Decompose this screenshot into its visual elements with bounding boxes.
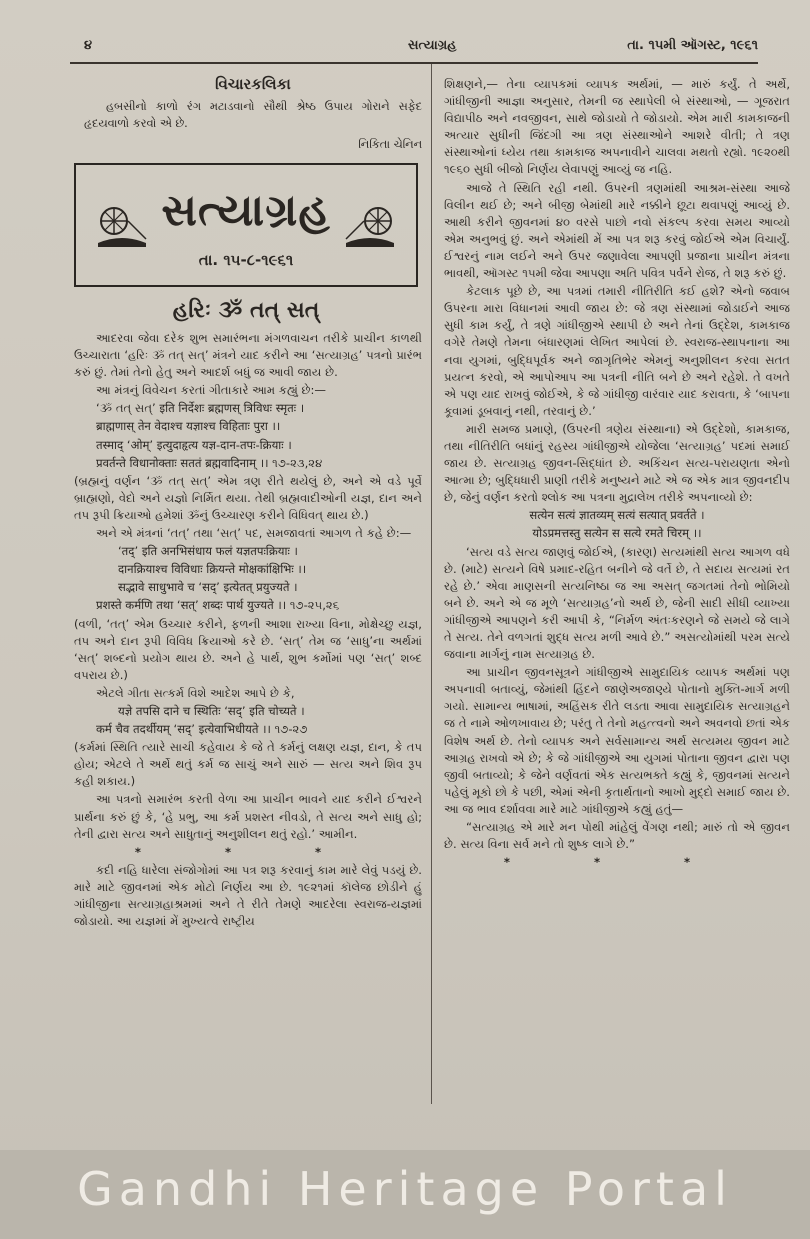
article-paragraph: આદરવા જેવા દરેક શુભ સમારંભના મંગળવાચન તરીકે પ્રાચીન કાળથી ઉચ્ચારાતા ‘હરિઃ ૐ તત્ સત્’ મંત્રને યાદ કરીને આ ‘સત્યાગ્રહ’ પત્રનો પ્રારંભ કરું છું. તેમાં તેનો હેતુ અને આદર્શ બધું જ આવી જાય છે. <box>74 331 422 380</box>
article-paragraph: આ પત્રનો સમારંભ કરતી વેળા આ પ્રાચીન ભાવને યાદ કરીને ઈશ્વરને પ્રાર્થના કરું છું કે, ‘હે પ્રભુ, આ કર્મ પ્રશસ્ત નીવડો, તે સત્ય અને સાધુ હો; તેની દ્વારા સત્ય અને સાધુતાનું અનુશીલન થતું રહો.’ આમીન. <box>74 792 422 841</box>
article-paragraph: ब्राह्मणास् तेन वेदाश्च यज्ञाश्च विहिताः पुरा ।। <box>96 419 281 434</box>
column-divider <box>431 64 432 1104</box>
article-paragraph: આજે તે સ્થિતિ રહી નથી. ઉપરની ત્રણમાંથી આશ્રમ-સંસ્થા આજે વિલીન થઈ છે; અને બીજી બેમાંથી મારે નક્કીને છૂટા થવાપણું આવ્યું છે. આથી કરીને જીવનમાં ૪૦ વરસે પાછો નવો સંકલ્પ કરવા સમય આવ્યો એમ અનુભવું છું. અને એમાંથી મેં આ પત્ર શરૂ કરવું જોઈએ એમ વિચાર્યું. ઈશ્વરનું નામ લઈને અને ઉપર જણાવેલા આપણી પ્રજાના પ્રાચીન મંત્રના ભાવથી, ઑગસ્ટ ૧૫મી જેવા આપણા અતિ પવિત્ર પર્વને રોજ, તે શરૂ કરું છું. <box>444 180 790 281</box>
article-paragraph: यज्ञे तपसि दाने च स्थितिः ‘सद्’ इति चोच्यते । <box>118 703 305 718</box>
article-paragraph: કદી નહિ ધારેલા સંજોગોમાં આ પત્ર શરૂ કરવાનું કામ મારે લેવું પડયું છે. મારે માટે જીવનમાં એક મોટો નિર્ણય આ છે. ૧૯૨૧માં કૉલેજ છોડીને હું ગાંધીજીના સત્યાગ્રહાશ્રમમાં અને તે રીતે તેમણે આદરેલા સ્વરાજ-યજ્ઞમાં જોડાયો. આ યજ્ઞમાં મેં મુખ્યત્વે રાષ્ટ્રીય <box>74 862 422 929</box>
article-paragraph: ‘तद्’ इति अनभिसंधाय फलं यज्ञतपःक्रियाः । <box>118 544 298 559</box>
article-paragraph: મારી સમજ પ્રમાણે, (ઉપરની ત્રણેય સંસ્થાના) એ ઉદ્દેશો, કામકાજ, તથા નીતિરીતિ બધાંનું રહસ્ય ગાંધીજીએ યોજેલા ‘સત્યાગ્રહ’ પદમાં સમાઈ જાય છે. સત્યાગ્રહ જીવન-સિદ્ધાંત છે. અકિંચન સત્ય-પરાયણતા એનો આત્મા છે; બુદ્ધિધારી પ્રાણી તરીકે મનુષ્યને માટે એ જ એક માત્ર જીવનદીપ છે, જેનું વર્ણન કરતો શ્લોક આ પત્રના મુદ્રાલેખ તરીકે અપનાવ્યો છે: <box>444 421 790 505</box>
article-paragraph: ‘સત્ય વડે સત્ય જાણવું જોઈએ, (કારણ) સત્યમાંથી સત્ય આગળ વધે છે. (માટે) સત્યને વિષે પ્રમાદ-રહિત બનીને જે વર્તે છે, તે સદાય સત્યમાં રત રહે છે.’ એવા માણસની સત્યનિષ્ઠા જ આ અસત્ જગતમાં તેનો ભોમિયો બને છે. અને એ જ મૂળે ‘સત્યાગ્રહ’નો અર્થ છે, જેની સાદી સીધી વ્યાખ્યા ગાંધીજીએ આપણને કરી આપી કે, “નિર્મળ અંતઃકરણને જે સમયે જે લાગે તે સત્ય. તેને વળગતાં શુદ્ધ સત્ય મળી આવે છે.” અસત્યોમાંથી પરમ સત્યે જવાના માર્ગનું નામ સત્યાગ્રહ છે. <box>444 544 790 662</box>
issue-date-header: તા. ૧૫મી ઑગસ્ટ, ૧૯૬૧ <box>627 38 758 53</box>
left-column <box>74 330 422 931</box>
article-paragraph: કેટલાક પૂછે છે, આ પત્રમાં તમારી નીતિરીતિ કઈ હશે? એનો જવાબ ઉપરના મારા વિધાનમાં આવી જાય છે: જે ત્રણ સંસ્થામાં જોડાઈને આજ સુધી કામ કર્યું, તે ત્રણે ગાંધીજીએ સ્થાપી છે અને તેનાં ઉદ્દેશ, કામકાજ વગેરે તેમણે તેમના બંધારણમાં લેખિત આપેલાં છે. સ્વરાજ-સ્થાપનાના આ નવા યુગમાં, બુદ્ધિપૂર્વક અને જાગૃતિભેર એમનું અનુશીલન કરવા સતત પ્રયત્ન કરવો, એ આપોઆપ આ પત્રની નીતિ બને છે અને રહેશે. તે વખતે એ પણ યાદ રાખવું જોઈએ, કે જે ગાંધીજી વારંવાર યાદ કરાવતા, કે ‘બાપના કૂવામાં ડૂબવાનું નથી, તરવાનું છે.’ <box>444 284 790 418</box>
article-paragraph: * * * <box>503 855 731 870</box>
vicharkalika-section <box>84 76 422 153</box>
article-paragraph: * * * <box>134 844 362 859</box>
article-paragraph: सत्येन सत्यं ज्ञातव्यम् सत्यं सत्यात् प्रवर्तते । <box>529 508 705 523</box>
article-paragraph: એટલે ગીતા સત્કર્મ વિશે આદેશ આપે છે કે, <box>96 685 295 700</box>
article-paragraph: શિક્ષણને,— તેના વ્યાપકમાં વ્યાપક અર્થમાં, — મારું કર્યું. તે અર્થે, ગાંધીજીની આજ્ઞા અનુસાર, તેમની જ સ્થાપેલી બે સંસ્થાઓ, — ગૂજરાત વિદ્યાપીઠ અને નવજીવન, સાથે જોડાયો તે જોડાયો. એમ મારી કામકાજની અત્યાર સુધીની જિંદગી આ ત્રણ સંસ્થાઓને આશરે વીતી; તે ત્રણ સંસ્થાઓનાં ધ્યેય તથા કામકાજ અપનાવીને ચાલવા મથતો રહ્યો. ૧૯૨૦થી ૧૯૬૦ સુધી બીજો નિર્ણય લેવાપણું આવ્યું જ નહિ. <box>444 77 790 177</box>
article-paragraph: આ મંત્રનું વિવેચન કરતાં ગીતાકારે આમ કહ્યું છે:— <box>96 383 326 398</box>
vicharkalika-title: વિચારકલિકા <box>215 75 291 93</box>
article-paragraph: (વળી, ‘તત્’ એમ ઉચ્ચાર કરીને, ફળની આશા રાખ્યા વિના, મોક્ષેચ્છુ યજ્ઞ, તપ અને દાન રૂપી વિવિધ ક્રિયાઓ કરે છે. ‘સત્’ તેમ જ ‘સાધુ’ના અર્થમાં ‘સત્’ શબ્દનો પ્રયોગ થાય છે. અને હે પાર્થ, શુભ કર્મોમાં પણ ‘સત્’ શબ્દ વપરાય છે.) <box>74 616 422 682</box>
vicharkalika-author: નિકિતા ચેનિન <box>358 138 422 152</box>
article-paragraph: कर्म चैव तदर्थीयम् ‘सद्’ इत्येवाभिधीयते ।। ૧૭-૨૭ <box>96 722 308 737</box>
article-paragraph: सद्भावे साधुभावे च ‘सद्’ इत्येतत् प्रयुज्यते । <box>118 580 298 595</box>
paper-name-header: સત્યાગ્રહ <box>408 38 457 53</box>
article-paragraph: योऽप्रमत्तस्तु सत्येन स सत्ये रमते चिरम् ।। <box>532 526 702 541</box>
spinning-wheel-icon-right <box>340 199 400 255</box>
article-paragraph: (બ્રહ્મનું વર્ણન ‘ૐ તત્ સત્’ એમ ત્રણ રીતે થયેલું છે, અને એ વડે પૂર્વે બ્રાહ્મણો, વેદો અને યજ્ઞો નિર્મિત થયા. તેથી બ્રહ્મવાદીઓની યજ્ઞ, દાન અને તપ રૂપી ક્રિયાઓ હમેશાં ૐનું ઉચ્ચારણ કરીને વિધિવત્ થાય છે.) <box>74 473 422 522</box>
article-paragraph: અને એ મંત્રનાં ‘તત્’ તથા ‘સત્’ પદ, સમજાવતાં આગળ તે કહે છે:— <box>96 526 412 541</box>
article-paragraph: (કર્મમાં સ્થિતિ ત્યારે સાચી કહેવાય કે જે તે કર્મનું લક્ષણ યજ્ઞ, દાન, કે તપ હોય; એટલે તે અર્થે થતું કર્મ જ સાચું અને સારું — સત્ય અને શિવ રૂપ કહી શકાય.) <box>74 740 422 789</box>
article-paragraph: ‘ૐ તત્ સત્’ इति निर्देशः ब्रह्मणस् त्रिविधः स्मृतः । <box>96 401 305 416</box>
masthead-date: તા. ૧૫-૮-૧૯૬૧ <box>198 251 294 269</box>
watermark-text: Gandhi Heritage Portal <box>77 1162 733 1216</box>
masthead-box <box>74 163 418 287</box>
right-column <box>444 76 790 872</box>
article-paragraph: આ પ્રાચીન જીવનસૂત્રને ગાંધીજીએ સામુદાયિક વ્યાપક અર્થમાં પણ અપનાવી બતાવ્યું, જેમાંથી હિંદને જાણેઅજાણ્યે પોતાનો મુક્તિ-માર્ગ મળી ગયો. સામાન્ય ભાષામાં, અહિંસક રીતે લડતા આવા સામુદાયિક સત્યાગ્રહને જ તે નામે ઓળખાવાય છે; પરંતુ તે તેનો મહત્ત્વનો અને અવનવો છતાં એક વિશેષ અર્થ છે. તેનો વ્યાપક અને સર્વસામાન્ય અર્થ સત્યમય જીવન માટે આગ્રહ રાખવો એ છે; કે જે ગાંધીજીએ આ યુગમાં પોતાના જીવન દ્વારા પણ જીવી બતાવ્યો; કે જેને વર્ણવતાં એક સત્યભક્તે કહ્યું કે, જીવનમાં સત્યને પહેલું મૂકો છો કે પછી, એમાં એની કૃતાર્થતાનો આખો મુદ્દો સમાઈ જાય છે. આ જ ભાવ દર્શાવવા મારે માટે ગાંધીજીએ કહ્યું હતું— <box>444 665 790 816</box>
header-rule <box>70 62 758 64</box>
vicharkalika-text: હબસીનો કાળો રંગ મટાડવાનો સૌથી શ્રેષ્ઠ ઉપાય ગોરાને સફેદ હૃદયવાળો કરવો એ છે. <box>84 100 422 130</box>
article-paragraph: “સત્યાગ્રહ એ મારે મન પોથી માંહેલું વેંગણ નથી; મારું તો એ જીવન છે. સત્ય વિના સર્વ મને તો શુષ્ક લાગે છે.” <box>444 820 790 852</box>
article-paragraph: प्रवर्तन्ते विधानोक्ताः सततं ब्रह्मवादिनाम् ।। ૧૭-૨૩,૨૪ <box>96 455 323 470</box>
page-number: ૪ <box>84 38 93 53</box>
article-paragraph: दानक्रियाश्च विविधाः क्रियन्ते मोक्षकांक्षिभिः ।। <box>118 562 307 577</box>
article-title: હરિઃ ૐ તત્ સત્ <box>172 298 320 323</box>
article-paragraph: प्रशस्ते कर्मणि तथा ‘सत्’ शब्दः पार्थ युज्यते ।। ૧૭-૨૫,૨૬ <box>96 598 340 613</box>
article-paragraph: तस्माद् ‘ओम्’ इत्युदाहृत्य यज्ञ-दान-तपः-क्रियाः । <box>96 437 292 452</box>
masthead-title: સત્યાગ્રહ <box>161 185 331 236</box>
